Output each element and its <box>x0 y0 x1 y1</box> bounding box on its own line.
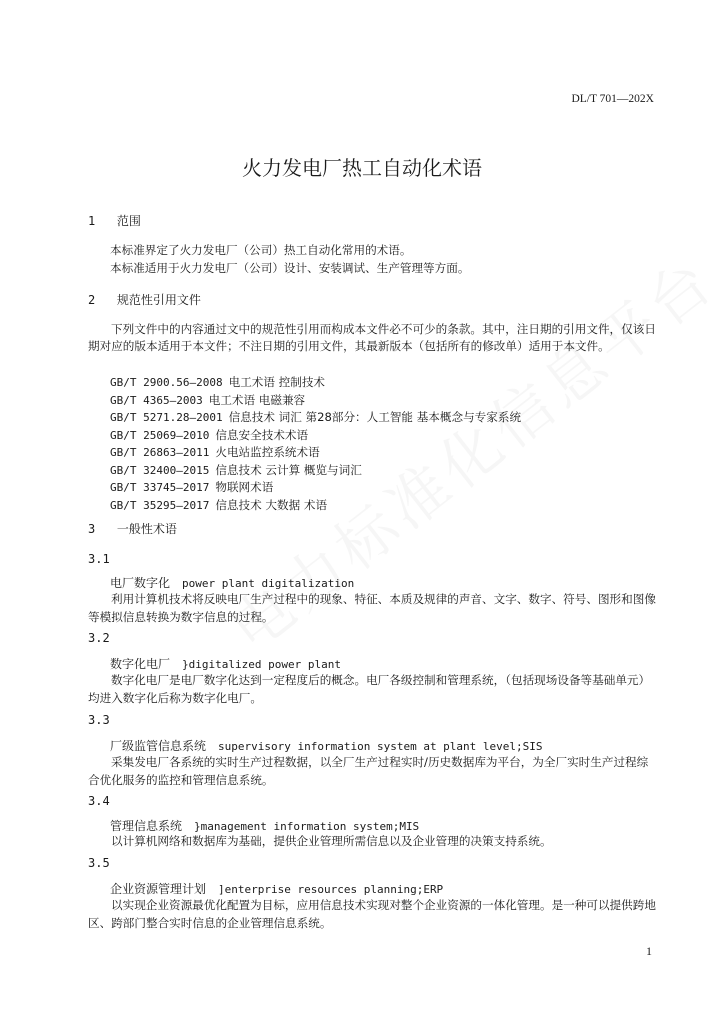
reference-code: GB/T 2900.56—2008 <box>110 376 223 389</box>
term-definition: 利用计算机技术将反映电厂生产过程中的现象、特征、本质及规律的声音、文字、数字、符号、图形和图像等模拟信息转换为数字信息的过程。 <box>88 592 656 624</box>
reference-item <box>110 392 305 408</box>
term-heading <box>110 817 419 834</box>
section-number: 2 <box>88 293 96 307</box>
section-3-heading <box>88 520 177 537</box>
section-2-heading <box>88 291 201 308</box>
section-2-intro: 下列文件中的内容通过文中的规范性引用而构成本文件必不可少的条款。其中，注日期的引用文件，仅该日期对应的版本适用于本文件；不注日期的引用文件，其最新版本（包括所有的修改单）适用于本文件。 <box>88 322 656 353</box>
reference-title: 电工术语 控制技术 <box>228 375 326 389</box>
reference-code: GB/T 4365—2003 <box>110 394 203 407</box>
section-title: 一般性术语 <box>116 522 177 536</box>
term-chinese: 数字化电厂 <box>110 657 171 671</box>
term-number: 3.2 <box>88 631 110 645</box>
reference-item <box>110 462 362 478</box>
term-english: power plant digitalization <box>182 577 355 590</box>
document-title: 火力发电厂热工自动化术语 <box>242 156 482 180</box>
reference-item <box>110 497 327 513</box>
term-number: 3.4 <box>88 794 110 808</box>
term-chinese: 电厂数字化 <box>110 576 171 590</box>
term-chinese: 企业资源管理计划 <box>110 882 207 896</box>
term-english: supervisory information system at plant level;SIS <box>218 740 543 753</box>
reference-title: 电工术语 电磁兼容 <box>208 393 306 407</box>
term-heading <box>110 655 341 672</box>
section-1-heading <box>88 212 141 229</box>
reference-title: 信息安全技术术语 <box>215 428 309 442</box>
term-english: }digitalized power plant <box>182 658 341 671</box>
term-definition: 以实现企业资源最优化配置为目标，应用信息技术实现对整个企业资源的一体化管理。是一种可以提供跨地区、跨部门整合实时信息的企业管理信息系统。 <box>88 898 656 930</box>
term-heading <box>110 574 354 591</box>
reference-code: GB/T 25069—2010 <box>110 429 210 442</box>
term-definition: 采集发电厂各系统的实时生产过程数据，以全厂生产过程实时/历史数据库为平台，为全厂实时生产过程综合优化服务的监控和管理信息系统。 <box>88 755 649 787</box>
page-number: 1 <box>646 944 652 958</box>
section-1-paragraph: 本标准适用于火力发电厂（公司）设计、安装调试、生产管理等方面。 <box>110 261 470 275</box>
reference-item <box>110 409 521 425</box>
term-english: }management information system;MIS <box>194 820 420 833</box>
reference-item <box>110 427 308 443</box>
reference-item <box>110 374 325 390</box>
reference-title: 信息技术 词汇 第28部分：人工智能 基本概念与专家系统 <box>228 410 522 424</box>
reference-item <box>110 444 320 460</box>
reference-title: 信息技术 大数据 术语 <box>215 498 328 512</box>
reference-code: GB/T 35295—2017 <box>110 499 210 512</box>
reference-item <box>110 479 273 495</box>
term-definition: 以计算机网络和数据库为基础，提供企业管理所需信息以及企业管理的决策支持系统。 <box>111 834 552 848</box>
reference-title: 火电站监控系统术语 <box>215 445 320 459</box>
term-number: 3.5 <box>88 856 110 870</box>
reference-code: GB/T 5271.28—2001 <box>110 411 223 424</box>
term-chinese: 管理信息系统 <box>110 819 183 833</box>
reference-title: 信息技术 云计算 概览与词汇 <box>215 463 362 477</box>
reference-code: GB/T 26863—2011 <box>110 446 210 459</box>
reference-code: GB/T 33745—2017 <box>110 481 210 494</box>
section-number: 1 <box>88 214 96 228</box>
term-english: ]enterprise resources planning;ERP <box>218 883 444 896</box>
reference-title: 物联网术语 <box>215 480 274 494</box>
document-code: DL/T 701—202X <box>571 93 654 105</box>
term-number: 3.1 <box>88 552 110 566</box>
term-chinese: 厂级监管信息系统 <box>110 739 207 753</box>
term-heading <box>110 737 543 754</box>
section-title: 规范性引用文件 <box>116 293 201 307</box>
term-heading <box>110 880 443 897</box>
section-1-paragraph: 本标准界定了火力发电厂（公司）热工自动化常用的术语。 <box>110 243 412 257</box>
reference-code: GB/T 32400—2015 <box>110 464 210 477</box>
term-number: 3.3 <box>88 713 110 727</box>
section-title: 范围 <box>116 214 141 228</box>
term-definition: 数字化电厂是电厂数字化达到一定程度后的概念。电厂各级控制和管理系统，（包括现场设备等基础单元）均进入数字化后称为数字化电厂。 <box>88 673 651 705</box>
section-number: 3 <box>88 522 96 536</box>
